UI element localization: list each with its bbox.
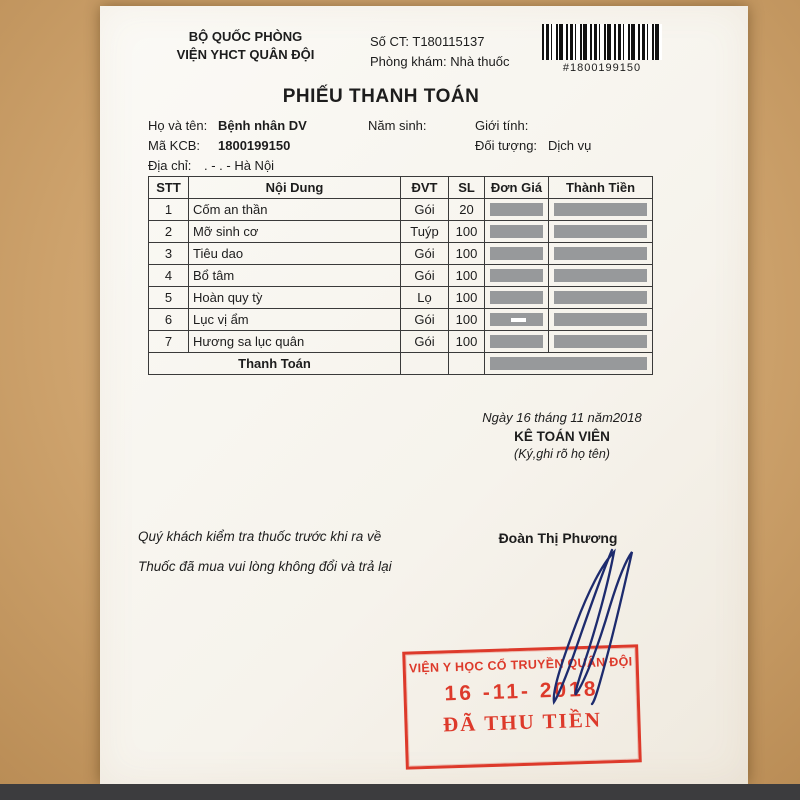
row-stt: 2 bbox=[149, 221, 189, 243]
redacted-unit-price bbox=[485, 287, 549, 309]
redacted-unit-price bbox=[485, 221, 549, 243]
row-stt: 4 bbox=[149, 265, 189, 287]
name-label: Họ và tên: bbox=[148, 118, 208, 133]
row-stt: 6 bbox=[149, 309, 189, 331]
stamp-paid-text: ĐÃ THU TIỀN bbox=[442, 707, 603, 737]
note-line1: Quý khách kiểm tra thuốc trước khi ra về bbox=[138, 529, 382, 544]
row-item-name: Bổ tâm bbox=[189, 265, 401, 287]
barcode bbox=[538, 24, 666, 74]
redacted-amount bbox=[549, 287, 653, 309]
total-label: Thanh Toán bbox=[149, 353, 401, 375]
row-unit: Lọ bbox=[401, 287, 449, 309]
doc-number: Số CT: T180115137 bbox=[370, 34, 485, 49]
table-row bbox=[149, 331, 653, 353]
receipt-paper bbox=[100, 6, 748, 784]
redacted-unit-price bbox=[485, 265, 549, 287]
barcode-text: #1800199150 bbox=[562, 62, 642, 74]
redacted-unit-price bbox=[485, 309, 549, 331]
row-item-name: Lục vị ẩm bbox=[189, 309, 401, 331]
total-qty-empty bbox=[449, 353, 485, 375]
photo-bottom-edge bbox=[0, 784, 800, 800]
row-unit: Gói bbox=[401, 199, 449, 221]
accountant-title: KÊ TOÁN VIÊN bbox=[514, 429, 610, 444]
col-dvt: ĐVT bbox=[401, 177, 449, 199]
row-stt: 1 bbox=[149, 199, 189, 221]
row-unit: Gói bbox=[401, 331, 449, 353]
col-don-gia: Đơn Giá bbox=[485, 177, 549, 199]
date-line: Ngày 16 tháng 11 năm2018 bbox=[482, 410, 642, 425]
redacted-unit-price bbox=[485, 243, 549, 265]
redacted-amount bbox=[549, 243, 653, 265]
redacted-amount bbox=[549, 221, 653, 243]
redacted-amount bbox=[549, 331, 653, 353]
redacted-amount bbox=[549, 199, 653, 221]
table-row bbox=[149, 265, 653, 287]
row-qty: 100 bbox=[449, 243, 485, 265]
row-stt: 7 bbox=[149, 331, 189, 353]
stamp-org: VIỆN Y HỌC CỔ TRUYỀN QUÂN ĐỘI bbox=[408, 654, 633, 676]
note-line2: Thuốc đã mua vui lòng không đổi và trả lại bbox=[138, 559, 392, 574]
table-row bbox=[149, 221, 653, 243]
table-header-row bbox=[149, 177, 653, 199]
gender-label: Giới tính: bbox=[475, 118, 529, 133]
col-thanh-tien: Thành Tiền bbox=[549, 177, 653, 199]
code-label: Mã KCB: bbox=[148, 138, 201, 153]
table-row bbox=[149, 243, 653, 265]
row-stt: 3 bbox=[149, 243, 189, 265]
table-row bbox=[149, 287, 653, 309]
document-meta bbox=[370, 32, 509, 72]
row-stt: 5 bbox=[149, 287, 189, 309]
row-qty: 100 bbox=[449, 287, 485, 309]
total-row bbox=[149, 353, 653, 375]
object-label: Đối tượng: bbox=[475, 138, 538, 153]
birth-label: Năm sinh: bbox=[368, 118, 427, 133]
items-table bbox=[148, 176, 653, 375]
handwritten-signature bbox=[492, 544, 672, 709]
stamp-date: 16 -11- 2018 bbox=[444, 677, 599, 706]
patient-code: 1800199150 bbox=[218, 138, 291, 153]
row-qty: 20 bbox=[449, 199, 485, 221]
patient-name: Bệnh nhân DV bbox=[218, 118, 307, 133]
row-unit: Gói bbox=[401, 243, 449, 265]
org-line1: BỘ QUỐC PHÒNG bbox=[188, 29, 303, 44]
row-qty: 100 bbox=[449, 265, 485, 287]
col-noi-dung: Nội Dung bbox=[189, 177, 401, 199]
customer-notes bbox=[138, 522, 392, 582]
org-line2: VIỆN YHCT QUÂN ĐỘI bbox=[176, 47, 315, 62]
accountant-name: Đoàn Thị Phương bbox=[498, 530, 618, 546]
row-item-name: Tiêu dao bbox=[189, 243, 401, 265]
row-unit: Gói bbox=[401, 265, 449, 287]
row-item-name: Mỡ sinh cơ bbox=[189, 221, 401, 243]
barcode-bars-icon bbox=[542, 24, 662, 60]
signing-block bbox=[452, 410, 672, 461]
redacted-unit-price bbox=[485, 199, 549, 221]
row-unit: Gói bbox=[401, 309, 449, 331]
clinic-name: Phòng khám: Nhà thuốc bbox=[370, 54, 510, 69]
col-sl: SL bbox=[449, 177, 485, 199]
sign-instruction: (Ký,ghi rõ họ tên) bbox=[514, 447, 610, 461]
object-value: Dịch vụ bbox=[548, 138, 592, 153]
row-qty: 100 bbox=[449, 309, 485, 331]
col-stt: STT bbox=[149, 177, 189, 199]
address-value: . - . - Hà Nội bbox=[204, 158, 275, 173]
receipt-title: PHIẾU THANH TOÁN bbox=[282, 86, 480, 107]
table-row bbox=[149, 309, 653, 331]
row-item-name: Hoàn quy tỳ bbox=[189, 287, 401, 309]
table-row bbox=[149, 199, 653, 221]
row-qty: 100 bbox=[449, 221, 485, 243]
redacted-total bbox=[485, 353, 653, 375]
row-item-name: Cốm an thần bbox=[189, 199, 401, 221]
address-label: Địa chỉ: bbox=[148, 158, 192, 173]
row-unit: Tuýp bbox=[401, 221, 449, 243]
redacted-unit-price bbox=[485, 331, 549, 353]
organization-name bbox=[158, 28, 333, 64]
redacted-amount bbox=[549, 265, 653, 287]
total-unit-empty bbox=[401, 353, 449, 375]
redacted-amount bbox=[549, 309, 653, 331]
row-qty: 100 bbox=[449, 331, 485, 353]
row-item-name: Hương sa lục quân bbox=[189, 331, 401, 353]
